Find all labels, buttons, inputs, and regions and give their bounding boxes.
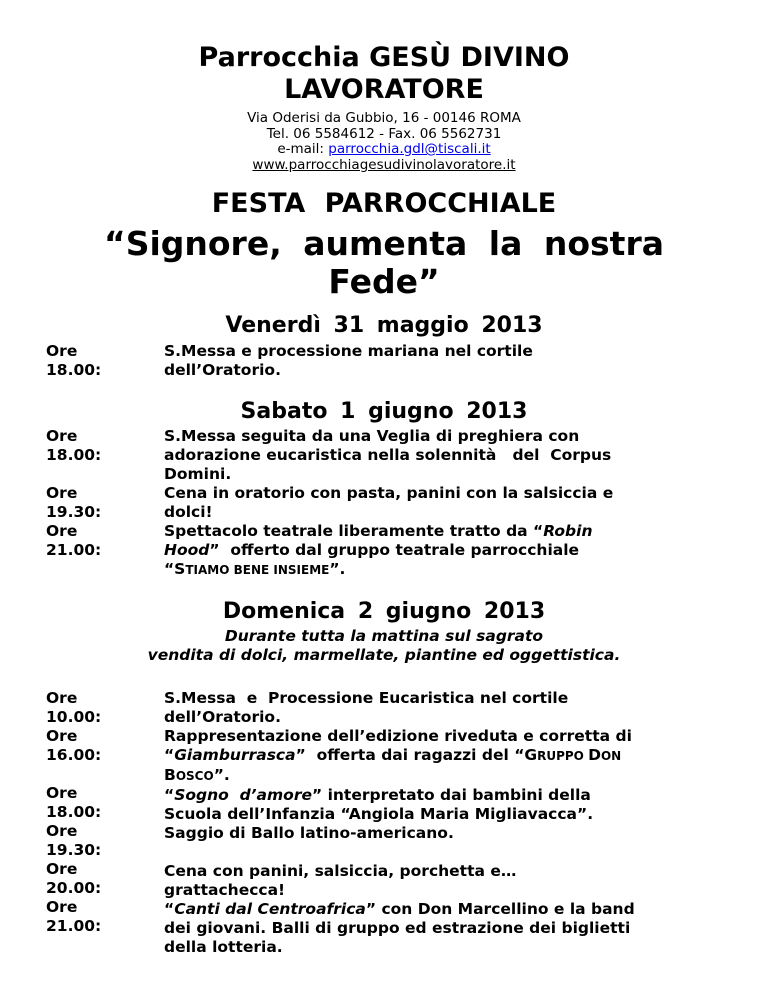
note-line-2: vendita di dolci, marmellate, piantine ed oggettistica. [147, 646, 621, 664]
show-title: Giamburrasca [174, 746, 296, 764]
text-run: “ [164, 900, 175, 918]
parish-title [0, 42, 768, 106]
parish-contacts [0, 111, 768, 173]
group-name: RUPPO [537, 749, 589, 763]
festa-motto [0, 225, 768, 301]
program-line: S.Messa e processione mariana nel cortile [164, 342, 533, 360]
day-heading-domenica: Domenica 2 giugno 2013 [222, 599, 546, 624]
email-link[interactable]: parrocchia.gdl@tiscali.it [328, 141, 491, 157]
text-run: “ [164, 786, 175, 804]
text-run: “ [164, 746, 175, 764]
email-line [0, 142, 768, 158]
time-line: 21.00: [46, 917, 102, 935]
time-line: Ore [46, 860, 78, 878]
time-line: 19.30: [46, 841, 102, 859]
program-line: dolci! [164, 503, 213, 521]
sagrato-note [0, 627, 768, 665]
time-line [46, 465, 146, 484]
text-run: ” interpretato dai bambini della [311, 786, 591, 804]
day-heading-sabato: Sabato 1 giugno 2013 [240, 399, 528, 424]
time-line: Ore [46, 427, 78, 445]
show-title: Hood [164, 541, 210, 559]
program-line: Saggio di Ballo latino-americano. [164, 824, 454, 842]
program-line: Cena con panini, salsiccia, porchetta e… [164, 862, 517, 880]
time-line [46, 765, 146, 784]
motto-line-2: Fede” [328, 262, 440, 301]
note-line-1: Durante tutta la mattina sul sagrato [224, 627, 544, 645]
day-heading-venerdi: Venerdì 31 maggio 2013 [225, 313, 543, 338]
times-sabato [46, 427, 146, 560]
text-run: “S [164, 560, 186, 578]
times-domenica [46, 689, 146, 936]
time-line: 18.00: [46, 361, 102, 379]
program-line: dei giovani. Balli di gruppo ed estrazione dei biglietti [164, 919, 631, 937]
program-line: adorazione eucaristica nella solennità del Corpus [164, 446, 612, 464]
group-name: TIAMO BENE INSIEME [185, 563, 330, 577]
time-line: 20.00: [46, 879, 102, 897]
show-title: Sogno d’amore [174, 786, 312, 804]
program-line [164, 786, 724, 805]
program-line: Cena in oratorio con pasta, panini con la salsiccia e [164, 484, 614, 502]
time-line: 18.00: [46, 803, 102, 821]
program-line: S.Messa e Processione Eucaristica nel cortile [164, 689, 569, 707]
program-line: Scuola dell’Infanzia “Angiola Maria Migliavacca”. [164, 805, 594, 823]
program-line: S.Messa seguita da una Veglia di preghiera con [164, 427, 580, 445]
time-line: 16.00: [46, 746, 102, 764]
program-sabato [164, 427, 724, 580]
group-name: OSCO [175, 769, 214, 783]
program-line: Domini. [164, 465, 232, 483]
program-line: grattachecca! [164, 881, 286, 899]
time-line: Ore [46, 522, 78, 540]
address: Via Oderisi da Gubbio, 16 - 00146 ROMA [247, 110, 521, 126]
time-line: Ore [46, 822, 78, 840]
program-line: della lotteria. [164, 938, 283, 956]
motto-line-1: “Signore, aumenta la nostra [104, 224, 664, 263]
text-run: ” offerta dai ragazzi del “G [295, 746, 538, 764]
text-run: B [164, 766, 176, 784]
parish-title-line-1: Parrocchia GESÙ DIVINO [198, 42, 570, 73]
time-line: Ore [46, 784, 78, 802]
program-line: Rappresentazione dell’edizione riveduta e corretta di [164, 727, 632, 745]
text-run: ”. [329, 560, 346, 578]
show-title: Canti dal Centroafrica [174, 900, 366, 918]
program-line [164, 541, 724, 560]
festa-title: FESTA PARROCCHIALE [211, 188, 557, 219]
time-line: Ore [46, 484, 78, 502]
program-venerdi [164, 342, 724, 380]
text-run: Spettacolo teatrale liberamente tratto da “ [164, 522, 544, 540]
text-run: D [588, 746, 601, 764]
time-line: 19.30: [46, 503, 102, 521]
email-label: e-mail: [277, 141, 329, 157]
parish-title-line-2: LAVORATORE [284, 74, 484, 105]
program-domenica [164, 689, 724, 957]
website-link[interactable]: www.parrocchiagesudivinolavoratore.it [252, 156, 516, 173]
time-line: 18.00: [46, 446, 102, 464]
time-line: Ore [46, 342, 78, 360]
program-line [164, 522, 724, 541]
program-line: dell’Oratorio. [164, 361, 281, 379]
program-line [164, 746, 724, 766]
time-line: Ore [46, 689, 78, 707]
group-name: ON [600, 749, 622, 763]
program-line [164, 843, 724, 862]
program-line: dell’Oratorio. [164, 708, 281, 726]
program-line [164, 900, 724, 919]
times-venerdi [46, 342, 146, 380]
time-line: Ore [46, 727, 78, 745]
phone: Tel. 06 5584612 - Fax. 06 5562731 [266, 125, 502, 142]
text-run: ” con Don Marcellino e la band [365, 900, 635, 918]
time-line: Ore [46, 898, 78, 916]
text-run: ” offerto dal gruppo teatrale parrocchiale [209, 541, 580, 559]
program-line [164, 766, 724, 786]
time-line: 21.00: [46, 541, 102, 559]
text-run: ”. [213, 766, 230, 784]
time-line: 10.00: [46, 708, 102, 726]
show-title: Robin [543, 522, 593, 540]
program-line [164, 560, 724, 580]
